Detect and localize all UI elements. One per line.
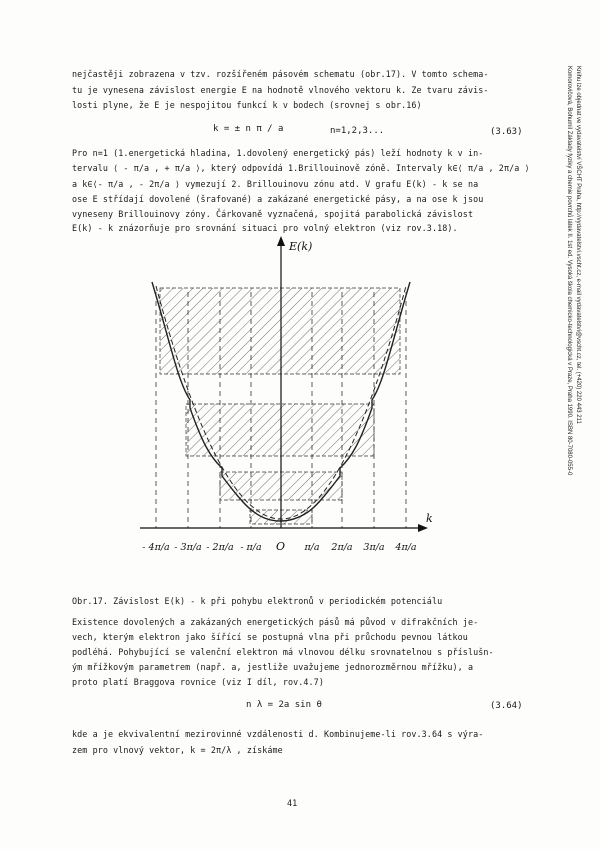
paragraph-2-line-5: vyneseny Brillouinovy zóny. Čárkovaně vyznačená, spojitá parabolická závislost [72, 209, 474, 219]
paragraph-2-line-2: tervalu ⟨ - π/a , + π/a ⟩, který odpovídá 1.Brillouinově zóně. Intervaly k∈⟨ π/a , 2π/a ⟩ [72, 163, 530, 173]
allowed-bands [160, 288, 400, 524]
paragraph-3-line-1: Existence dovolených a zakázaných energetických pásů má původ v difrakčních je- [72, 617, 479, 627]
sidebar-order-info: Knihu lze objednat ve vydavatelství VŠCHT Praha, http://vydavatelstvi.vscht.cz, e-mail vydavatelstvi@vscht.cz, tel. (+420) 220 443 211 [575, 66, 581, 424]
allowed-band-3 [186, 404, 374, 456]
tick-label-plus-3: 3π/a [363, 542, 385, 553]
paragraph-3-line-3: podléhá. Pohybující se valenční elektron má vlnovou délku srovnatelnou s příslušn- [72, 647, 494, 657]
k-axis-arrow [418, 524, 428, 532]
tick-label-plus-1: π/a [304, 542, 320, 553]
equation-3-64-number: (3.64) [490, 701, 523, 711]
paragraph-2-line-6: E(k) - k znázorňuje pro srovnání situaci pro volný elektron (viz rov.3.18). [72, 223, 458, 233]
paragraph-4-line-2: zem pro vlnový vektor, k = 2π/λ , získáme [72, 745, 283, 755]
paragraph-3-line-5: proto platí Braggova rovnice (viz I díl, rov.4.7) [72, 677, 324, 687]
paragraph-2-line-1: Pro n=1 (1.energetická hladina, 1.dovolený energetický pás) leží hodnoty k v in- [72, 148, 484, 158]
origin-label: O [276, 540, 286, 553]
paragraph-2-line-3: a k∈⟨- π/a , - 2π/a ⟩ vymezují 2. Brillouinovu zónu atd. V grafu E(k) - k se na [72, 179, 479, 189]
tick-label-minus-2: - 2π/a [206, 542, 234, 553]
copyright-sidebar [566, 66, 586, 766]
equation-3-63-condition: n=1,2,3... [330, 126, 385, 136]
paragraph-1-line-2: tu je vynesena závislost energie E na hodnotě vlnového vektoru k. Ze tvaru závis- [72, 85, 489, 95]
y-axis-label: E(k) [289, 240, 313, 253]
sidebar-citation: Komorovičová, Bohumil Základy fyziky a chemie povrchů látek II. 1st ed. Vysoká škola chemicko-technologická v Praze, Praha 1990. ISBN 80-7080-055-0 [566, 66, 572, 476]
page-number: 41 [287, 799, 298, 809]
band-structure-figure [130, 232, 450, 572]
tick-label-plus-2: 2π/a [331, 542, 353, 553]
tick-label-minus-1: - π/a [240, 542, 262, 553]
energy-axis-arrow [277, 236, 285, 246]
paragraph-2-line-4: ose E střídají dovolené (šrafované) a zakázané energetické pásy, a na ose k jsou [72, 194, 484, 204]
equation-3-63: k = ± n π / a [213, 124, 284, 134]
equation-3-63-number: (3.63) [490, 127, 523, 137]
paragraph-3-line-4: ým mřížkovým parametrem (např. a, jestliže uvažujeme jednorozměrnou mřížku), a [72, 662, 474, 672]
paragraph-1-line-1: nejčastěji zobrazena v tzv. rozšířeném pásovém schematu (obr.17). V tomto schema- [72, 69, 489, 79]
tick-label-minus-3: - 3π/a [174, 542, 202, 553]
equation-3-64: n λ = 2a sin θ [246, 700, 322, 710]
x-axis-label: k [426, 512, 433, 525]
tick-label-plus-4: 4π/a [395, 542, 417, 553]
paragraph-4-line-1: kde a je ekvivalentní mezirovinné vzdálenosti d. Kombinujeme-li rov.3.64 s výra- [72, 729, 484, 739]
paragraph-1-line-3: losti plyne, že E je nespojitou funkcí k v bodech (srovnej s obr.16) [72, 100, 422, 110]
figure-caption: Obr.17. Závislost E(k) - k při pohybu elektronů v periodickém potenciálu [72, 596, 443, 606]
tick-label-minus-4: - 4π/a [142, 542, 170, 553]
paragraph-3-line-2: vech, kterým elektron jako šířící se postupná vlna při průchodu pevnou látkou [72, 632, 468, 642]
allowed-band-4 [160, 288, 400, 374]
